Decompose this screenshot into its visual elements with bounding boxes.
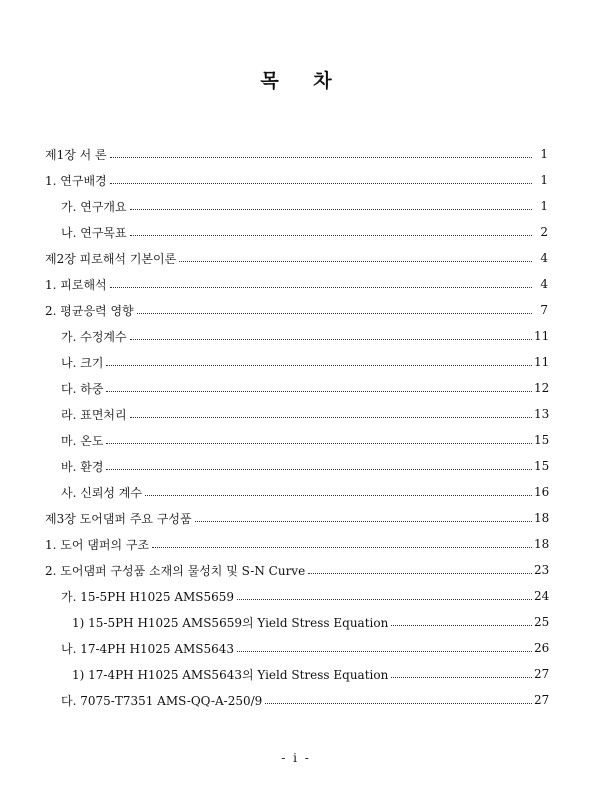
toc-entry[interactable] (61, 401, 548, 427)
toc-entry-label: 2. 도어댐퍼 구성품 소재의 물성치 및 S-N Curve (45, 563, 306, 578)
toc-entry[interactable] (45, 245, 548, 271)
dot-leader (106, 364, 532, 366)
toc-entry-page-number: 27 (534, 667, 550, 681)
dot-leader (130, 416, 532, 418)
dot-leader (130, 234, 532, 236)
toc-entry-label: 1. 도어 댐퍼의 구조 (45, 537, 150, 552)
dot-leader (137, 312, 532, 314)
toc-entry-page-number: 18 (534, 537, 550, 551)
page-number-footer: - i - (281, 751, 311, 765)
toc-entry-page-number: 15 (534, 433, 550, 447)
toc-entry-label: 다. 7075-T7351 AMS-QQ-A-250/9 (61, 693, 263, 708)
toc-entry[interactable] (45, 505, 548, 531)
dot-leader (195, 520, 532, 522)
toc-entry[interactable] (61, 349, 548, 375)
toc-entry-label: 다. 하중 (61, 381, 104, 396)
toc-entry[interactable] (61, 687, 548, 713)
dot-leader (106, 390, 532, 392)
toc-entry-label: 제1장 서 론 (45, 147, 107, 162)
toc-entry-label: 1) 17-4PH H1025 AMS5643의 Yield Stress Equation (72, 667, 389, 682)
toc-entry[interactable] (45, 141, 548, 167)
toc-entry[interactable] (61, 427, 548, 453)
toc-entry-page-number: 4 (540, 251, 548, 265)
toc-entry-label: 가. 15-5PH H1025 AMS5659 (61, 589, 235, 604)
toc-entry-page-number: 11 (534, 329, 550, 343)
table-of-contents (0, 141, 592, 713)
dot-leader (106, 468, 532, 470)
dot-leader (110, 286, 532, 288)
toc-entry-label: 가. 연구개요 (61, 199, 127, 214)
toc-entry[interactable] (61, 635, 548, 661)
toc-entry-label: 1. 피로해석 (45, 277, 107, 292)
toc-entry[interactable] (45, 297, 548, 323)
toc-entry-page-number: 27 (534, 693, 550, 707)
dot-leader (130, 208, 532, 210)
dot-leader (152, 546, 532, 548)
toc-entry-label: 나. 17-4PH H1025 AMS5643 (61, 641, 235, 656)
toc-entry-page-number: 4 (540, 277, 548, 291)
toc-entry[interactable] (61, 453, 548, 479)
toc-entry-label: 1. 연구배경 (45, 173, 107, 188)
dot-leader (110, 182, 532, 184)
toc-entry[interactable] (61, 219, 548, 245)
toc-entry[interactable] (45, 167, 548, 193)
dot-leader (237, 650, 532, 652)
toc-entry-page-number: 26 (534, 641, 550, 655)
toc-entry[interactable] (61, 375, 548, 401)
toc-entry[interactable] (61, 479, 548, 505)
toc-entry-label: 마. 온도 (61, 433, 104, 448)
toc-entry[interactable] (61, 323, 548, 349)
toc-entry-page-number: 15 (534, 459, 550, 473)
dot-leader (391, 624, 532, 626)
toc-entry[interactable] (61, 583, 548, 609)
page-title: 목 차 (260, 70, 346, 92)
toc-entry[interactable] (45, 531, 548, 557)
dot-leader (130, 338, 532, 340)
toc-entry-page-number: 16 (534, 485, 550, 499)
toc-entry-label: 나. 크기 (61, 355, 104, 370)
toc-entry-page-number: 18 (534, 511, 550, 525)
dot-leader (237, 598, 532, 600)
toc-entry[interactable] (45, 557, 548, 583)
toc-entry[interactable] (72, 661, 548, 687)
dot-leader (308, 572, 532, 574)
toc-entry-label: 제3장 도어댐퍼 주요 구성품 (45, 511, 192, 526)
toc-entry[interactable] (45, 271, 548, 297)
toc-entry-label: 나. 연구목표 (61, 225, 127, 240)
toc-entry-page-number: 23 (534, 563, 550, 577)
toc-entry-label: 가. 수정계수 (61, 329, 127, 344)
toc-entry-label: 바. 환경 (61, 459, 104, 474)
toc-entry-label: 라. 표면처리 (61, 407, 127, 422)
dot-leader (265, 702, 532, 704)
toc-entry-page-number: 25 (534, 615, 550, 629)
toc-entry-page-number: 1 (540, 199, 548, 213)
dot-leader (106, 442, 532, 444)
dot-leader (179, 260, 532, 262)
toc-entry-page-number: 24 (534, 589, 550, 603)
toc-entry-page-number: 13 (534, 407, 550, 421)
dot-leader (145, 494, 532, 496)
toc-entry[interactable] (72, 609, 548, 635)
toc-entry-page-number: 2 (540, 225, 548, 239)
toc-entry-page-number: 7 (540, 303, 548, 317)
toc-entry-page-number: 11 (534, 355, 550, 369)
toc-entry-label: 제2장 피로해석 기본이론 (45, 251, 177, 266)
toc-entry-label: 사. 신뢰성 계수 (61, 485, 142, 500)
toc-entry-label: 1) 15-5PH H1025 AMS5659의 Yield Stress Equation (72, 615, 389, 630)
toc-entry-page-number: 1 (540, 147, 548, 161)
toc-entry-page-number: 1 (540, 173, 548, 187)
dot-leader (110, 156, 532, 158)
dot-leader (391, 676, 532, 678)
toc-entry-label: 2. 평균응력 영향 (45, 303, 134, 318)
toc-entry[interactable] (61, 193, 548, 219)
toc-entry-page-number: 12 (534, 381, 550, 395)
